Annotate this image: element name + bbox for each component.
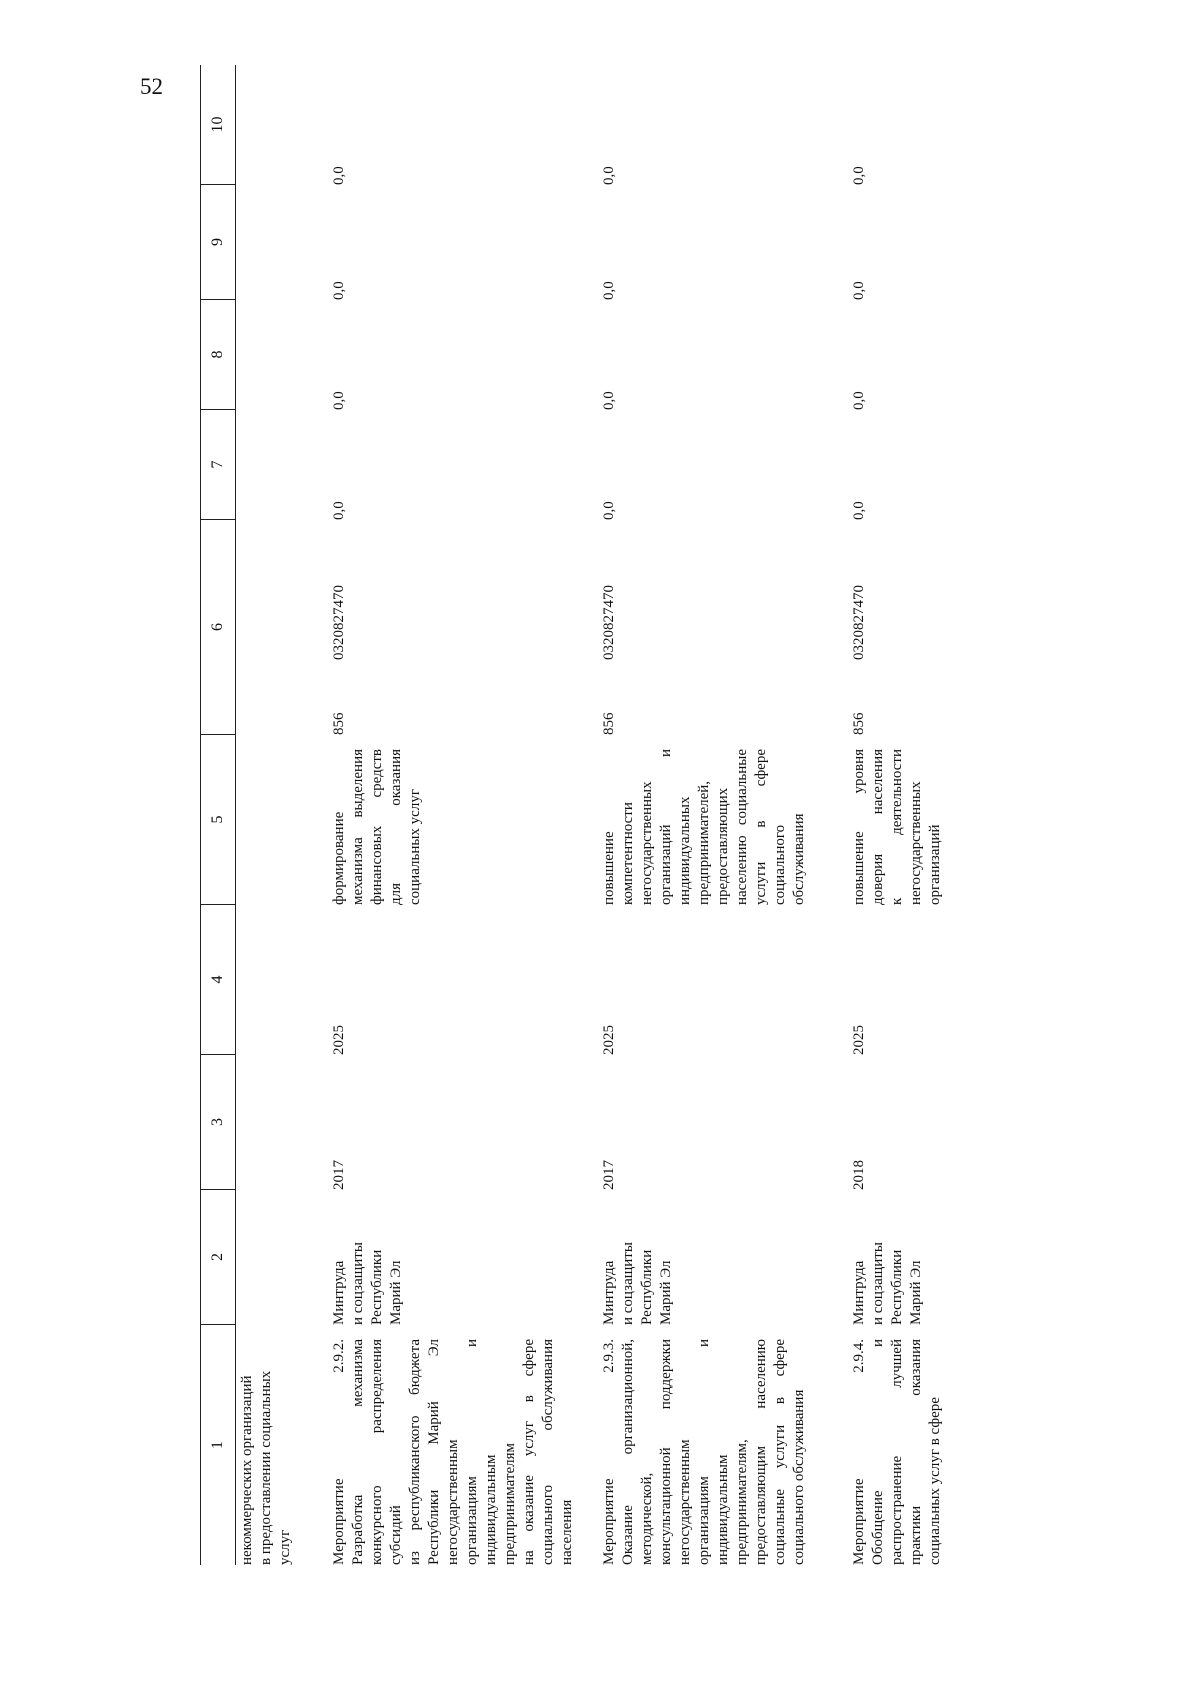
measure-cell (600, 1333, 809, 1565)
measure-cell-line: Обобщение и (870, 1339, 886, 1565)
measure-cell-line: Республики Марий Эл (426, 1339, 442, 1565)
measure-cell-line: индивидуальным (483, 1454, 499, 1565)
executor-cell-line: Марий Эл (658, 1260, 674, 1325)
amount-col8-cell: 0,0 (331, 391, 347, 410)
result-cell-line: к деятельности (889, 749, 905, 905)
start-year-cell: 2018 (851, 1160, 867, 1190)
result-cell-line: организаций и (658, 749, 674, 905)
measure-cell-line: предоставляющим населению (753, 1339, 769, 1565)
amount-col9-cell: 0,0 (331, 281, 347, 300)
result-cell-line: для оказания (388, 749, 404, 905)
page-number: 52 (140, 74, 163, 99)
measure-cell (850, 1333, 945, 1565)
end-year-cell: 2025 (331, 1025, 347, 1055)
executor-cell-line: и соцзащиты (870, 1242, 886, 1325)
measure-cell-line: практики оказания (908, 1339, 924, 1565)
header-col-4: 4 (201, 905, 235, 1055)
kbk-code-cell: 0320827470 (851, 585, 867, 660)
measure-cell-line: консультационной поддержки (658, 1339, 674, 1565)
executor-cell-line: и соцзащиты (620, 1242, 636, 1325)
result-cell-line: формирование (331, 811, 347, 905)
amount-col9-cell: 0,0 (851, 281, 867, 300)
header-col-3: 3 (201, 1055, 235, 1190)
start-year-cell: 2017 (331, 1160, 347, 1190)
result-cell (330, 743, 425, 905)
result-cell-line: финансовых средств (369, 749, 385, 905)
header-col-8: 8 (201, 300, 235, 410)
executor-cell-line: Республики (639, 1249, 655, 1325)
measure-cell-line: населения (559, 1499, 575, 1565)
measure-cell-line: распространение лучшей (889, 1339, 905, 1565)
measure-cell-line: предпринимателям (502, 1443, 518, 1565)
measure-cell-line: предпринимателям, (734, 1439, 750, 1565)
result-cell-line: предпринимателей, (696, 780, 712, 905)
result-cell-line: повышение уровня (851, 749, 867, 905)
header-col-5: 5 (201, 735, 235, 905)
result-cell-line: организаций (927, 824, 943, 905)
header-col-1: 1 (209, 1441, 226, 1449)
result-cell-line: социальных услуг (407, 789, 423, 905)
measure-cell-line: Мероприятие 2.9.4. (851, 1339, 867, 1565)
kbk-code-cell: 0320827470 (331, 585, 347, 660)
measure-cell-line: Мероприятие 2.9.2. (331, 1339, 347, 1565)
result-cell-line: населению социальные (734, 749, 750, 905)
measure-cell-line: Разработка механизма (350, 1339, 366, 1565)
measure-cell-line: из республиканского бюджета (407, 1339, 423, 1565)
executor-cell (330, 1198, 406, 1325)
measure-cell-line: субсидий (388, 1505, 404, 1565)
result-cell-line: индивидуальных (677, 796, 693, 905)
measure-cell-line: негосударственным (677, 1439, 693, 1565)
amount-col8-cell: 0,0 (601, 391, 617, 410)
grbs-code-cell: 856 (851, 712, 867, 735)
executor-cell-line: Минтруда (601, 1260, 617, 1325)
amount-col7-cell: 0,0 (851, 501, 867, 520)
measure-cell-line: конкурсного распределения (369, 1339, 385, 1565)
amount-col7-cell: 0,0 (601, 501, 617, 520)
result-cell (850, 743, 945, 905)
kbk-code-cell: 0320827470 (601, 585, 617, 660)
header-col-9: 9 (201, 185, 235, 300)
executor-cell-line: и соцзащиты (350, 1242, 366, 1325)
header-col-6: 6 (201, 520, 235, 735)
amount-col8-cell: 0,0 (851, 391, 867, 410)
grbs-code-cell: 856 (601, 712, 617, 735)
result-cell-line: социального (772, 824, 788, 905)
end-year-cell: 2025 (601, 1025, 617, 1055)
carryover-line: некоммерческих организаций (239, 1375, 255, 1565)
measure-cell-line: социальных услуг в сфере (927, 1397, 943, 1565)
measure-cell-line: индивидуальным (715, 1454, 731, 1565)
result-cell-line: негосударственных (908, 781, 924, 905)
measure-cell-line: на оказание услуг в сфере (521, 1339, 537, 1565)
measure-cell (330, 1333, 577, 1565)
start-year-cell: 2017 (601, 1160, 617, 1190)
result-cell-line: повышение (601, 831, 617, 905)
measure-cell-line: организациям и (464, 1339, 480, 1565)
result-cell (600, 743, 809, 905)
executor-cell-line: Марий Эл (388, 1260, 404, 1325)
measure-cell-line: негосударственным (445, 1439, 461, 1565)
amount-col7-cell: 0,0 (331, 501, 347, 520)
executor-cell (850, 1198, 926, 1325)
result-cell-line: доверия населения (870, 749, 886, 905)
measure-cell-line: Оказание организационной, (620, 1339, 636, 1565)
grbs-code-cell: 856 (331, 712, 347, 735)
result-cell-line: механизма выделения (350, 749, 366, 905)
result-cell-line: негосударственных (639, 781, 655, 905)
header-col-2: 2 (201, 1190, 235, 1325)
executor-cell-line: Республики (889, 1249, 905, 1325)
amount-col10-cell: 0,0 (851, 166, 867, 185)
measure-cell-line: социального обслуживания (540, 1339, 556, 1565)
result-cell-line: обслуживания (791, 813, 807, 905)
measure-cell-line: Мероприятие 2.9.3. (601, 1339, 617, 1565)
measure-cell-line: организациям и (696, 1339, 712, 1565)
header-col-7: 7 (201, 410, 235, 520)
table-sheet (200, 65, 1200, 1565)
executor-cell-line: Минтруда (331, 1260, 347, 1325)
measure-cell-line: методической, (639, 1472, 655, 1565)
amount-col10-cell: 0,0 (601, 166, 617, 185)
measure-cell-line: социального обслуживания (791, 1389, 807, 1565)
amount-col9-cell: 0,0 (601, 281, 617, 300)
result-cell-line: компетентности (620, 802, 636, 905)
executor-cell-line: Республики (369, 1249, 385, 1325)
amount-col10-cell: 0,0 (331, 166, 347, 185)
executor-cell (600, 1198, 676, 1325)
executor-cell-line: Минтруда (851, 1260, 867, 1325)
header-col-10: 10 (201, 65, 235, 185)
carryover-line: в предоставлении социальных (258, 1370, 274, 1565)
carryover-measure-cell (238, 1335, 295, 1565)
executor-cell-line: Марий Эл (908, 1260, 924, 1325)
end-year-cell: 2025 (851, 1025, 867, 1055)
result-cell-line: услуги в сфере (753, 749, 769, 905)
carryover-line: услуг (277, 1529, 293, 1565)
measure-cell-line: социальные услуги в сфере (772, 1339, 788, 1565)
table-header-row (200, 65, 236, 1565)
result-cell-line: предоставляющих (715, 787, 731, 905)
